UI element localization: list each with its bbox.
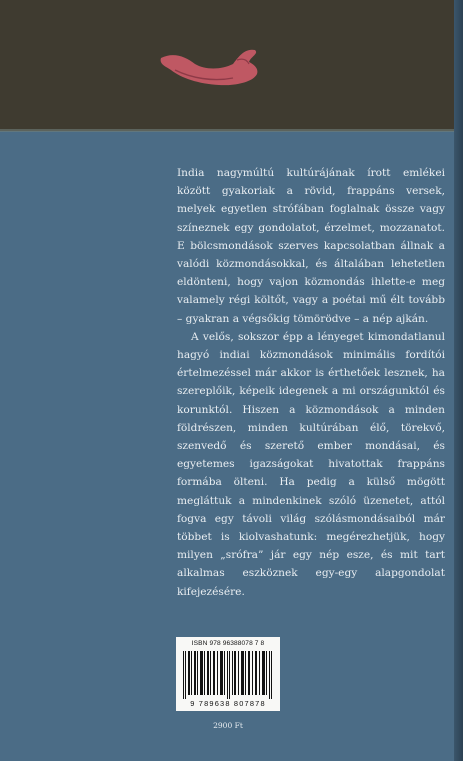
curled-boot-ornament-icon	[155, 42, 265, 90]
spine-edge	[454, 0, 463, 761]
price-label: 2900 Ft	[213, 721, 243, 730]
band-divider	[0, 129, 463, 132]
blurb-paragraph-1: India nagymúltú kultúrájának írott emlékei között gyakoriak a rövid, frappáns versek, melyek egyetlen strófában foglalnak össze vagy színeznek egy gondolatot, érzelmet, mozzanatot. E bölcsmondások szerves kapcsolatban állnak a valódi közmondásokkal, és általában lehetetlen eldönteni, hogy vajon közmondás ihlette-e meg valamely régi költőt, vagy a poétai mű élt tovább – gyakran a végsőkig tömörödve – a nép ajkán.	[177, 167, 445, 325]
blurb-paragraph-2: A velős, sokszor épp a lényeget kimondatlanul hagyó indiai közmondások minimális fordítói értelmezéssel már akkor is érthetőek lesznek, ha szereplőik, képeik idegenek a mi országunktól és korunktól. Hiszen a közmondások a minden földrészen, minden kultúrában élő, törekvő, szenvedő és szerető ember mondásai, és egyetemes igazságokat hivatottak frappáns formába ölteni. Ha pedig a külső mögött megláttuk a mindenkinek szóló üzenetet, attól fogva egy távoli világ szólásmondásaiból már többet is kiolvashatunk: megérezhetjük, hogy milyen „srófra” jár egy nép esze, és mit tart alkalmas eszköznek egy-egy alapgondolat kifejezésére.	[177, 330, 445, 598]
blurb-text	[177, 164, 445, 601]
barcode-bars	[182, 651, 274, 699]
isbn-label: ISBN 978 96388078 7 8	[191, 640, 265, 647]
isbn-barcode	[176, 637, 280, 711]
barcode-digits: 9 789638 807878	[190, 699, 266, 708]
